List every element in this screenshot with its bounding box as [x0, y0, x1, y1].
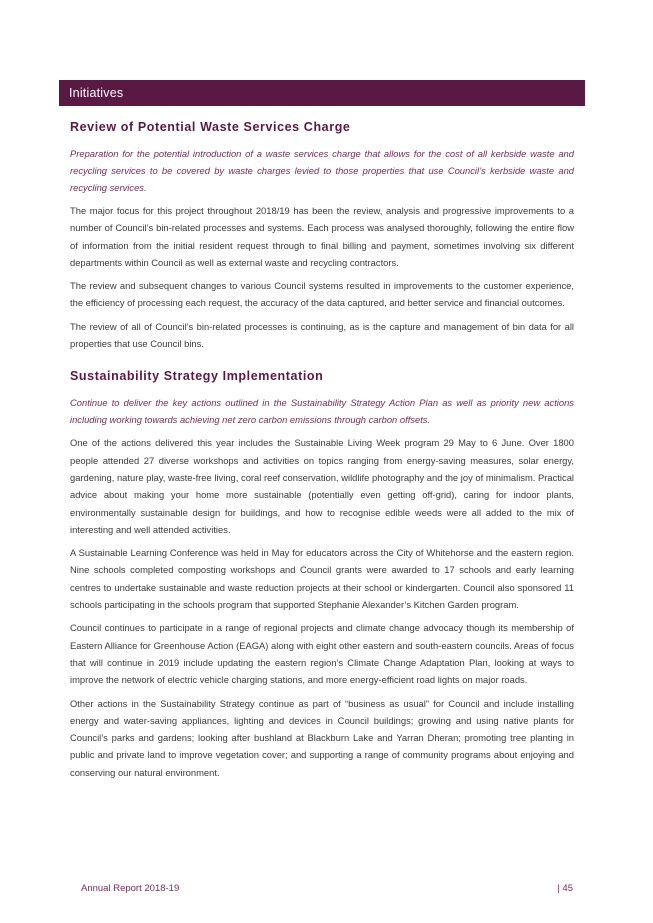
- section-intro: Continue to deliver the key actions outlined in the Sustainability Strategy Action Plan as well as priority new actions including working towards achieving net zero carbon emissions through carbon offsets.: [70, 397, 574, 426]
- paragraph: The major focus for this project throughout 2018/19 has been the review, analysis and progressive improvements to a number of Council’s bin-related processes and systems. Each process was analysed thoroughly, following the entire flow of information from the initial resident request through to final billing and payment, sometimes involving six different departments within Council as well as external waste and recycling contractors.: [70, 205, 574, 268]
- section-heading: Review of Potential Waste Services Charge: [70, 120, 351, 134]
- section-intro: Preparation for the potential introduction of a waste services charge that allows for the cost of all kerbside waste and recycling services to be covered by waste charges levied to those properties that use Council’s kerbside waste and recycling services.: [70, 148, 574, 193]
- section-banner: [59, 80, 585, 106]
- paragraph: A Sustainable Learning Conference was held in May for educators across the City of Whitehorse and the eastern region. Nine schools completed composting workshops and Council grants were awarded to 17 schools and early learning centres to undertake sustainable and waste reduction projects at their school or kindergarten. Council also sponsored 11 schools participating in the schools program that supported Stephanie Alexander’s Kitchen Garden program.: [70, 547, 574, 611]
- paragraph: One of the actions delivered this year includes the Sustainable Living Week program 29 May to 6 June. Over 1800 people attended 27 diverse workshops and activities on topics ranging from energy-saving measures, solar energy, gardening, nature play, waste-free living, coral reef conservation, wildlife photography and the joy of minimalism. Practical advice about making your home more sustainable (potentially even getting off-grid), caring for indoor plants, environmentally sustainable design for buildings, and how to recognise edible weeds were all added to the mix of interesting and well attended activities.: [70, 437, 574, 535]
- page-content: [70, 120, 574, 781]
- paragraph: Council continues to participate in a range of regional projects and climate change advocacy though its membership of Eastern Alliance for Greenhouse Action (EAGA) along with eight other eastern and south-eastern councils. Areas of focus that will continue in 2019 include updating the eastern region’s Climate Change Adaptation Plan, looking at ways to improve the network of electric vehicle charging stations, and more energy-efficient road lights on major roads.: [70, 622, 574, 686]
- paragraph: The review and subsequent changes to various Council systems resulted in improvements to the customer experience, the efficiency of processing each request, the accuracy of the data captured, and better service and financial outcomes.: [70, 280, 574, 309]
- section-heading: Sustainability Strategy Implementation: [70, 369, 324, 384]
- footer-page-number: | 45: [557, 883, 573, 894]
- paragraph: The review of all of Council’s bin-related processes is continuing, as is the capture and management of bin data for all properties that use Council bins.: [70, 320, 574, 350]
- section-sustainability: [70, 369, 574, 781]
- paragraph: Other actions in the Sustainability Strategy continue as part of “business as usual” for Council and include installing energy and water-saving appliances, lighting and devices in Council buildings; growing and using native plants for Council’s parks and gardens; looking after bushland at Blackburn Lake and Yarran Dheran; promoting tree planting in public and private land to improve vegetation cover; and supporting a range of community programs about enjoying and conserving our natural environment.: [70, 697, 574, 778]
- section-waste-services: [70, 120, 574, 352]
- footer-report-title: Annual Report 2018-19: [81, 883, 180, 894]
- banner-title: Initiatives: [69, 86, 124, 100]
